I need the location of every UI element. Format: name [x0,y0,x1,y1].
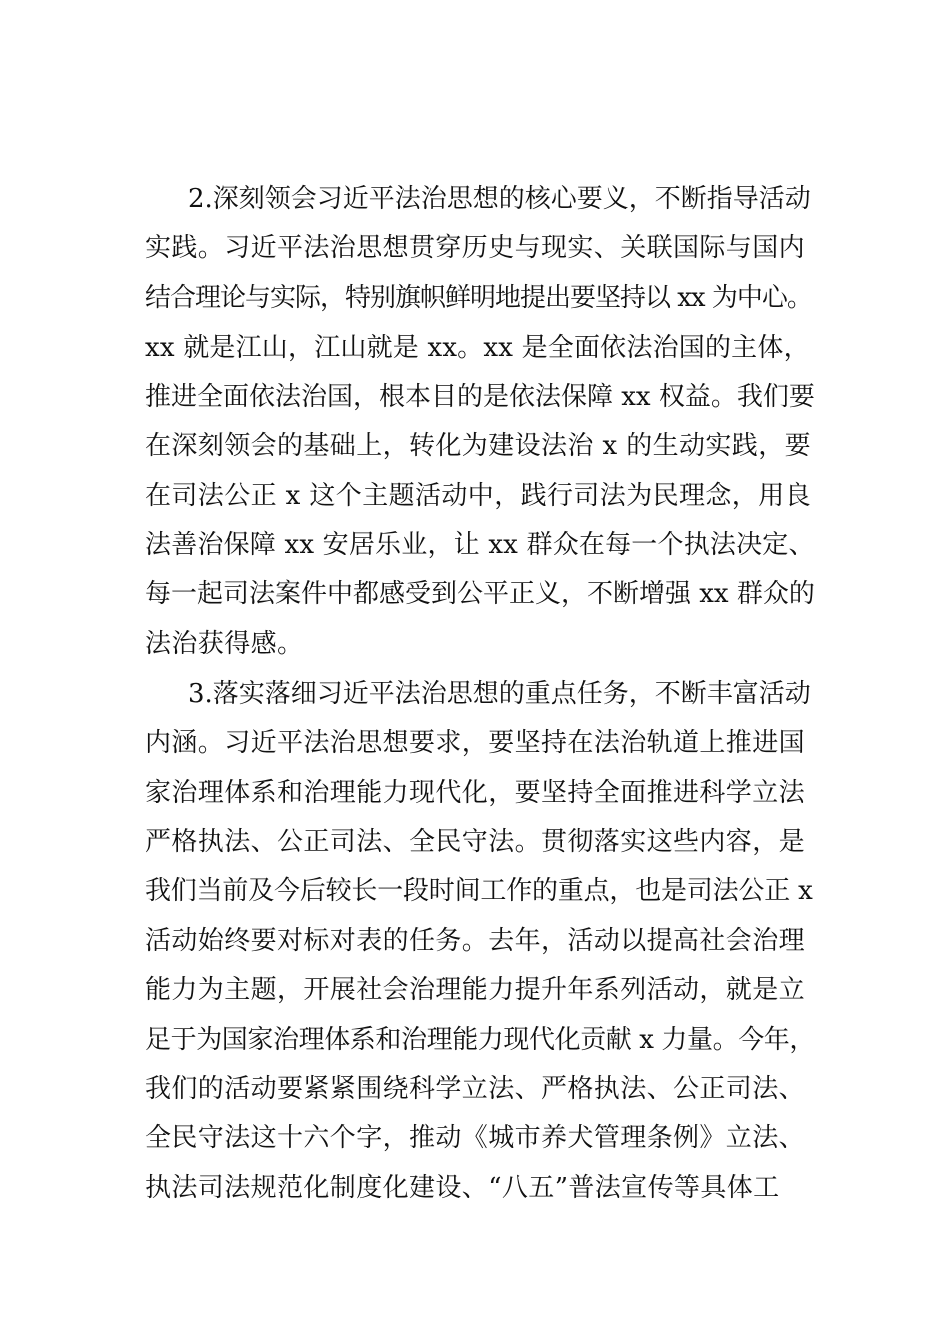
text-line: 我们当前及今后较长一段时间工作的重点，也是司法公正 x [145,876,813,906]
text-line: xx 就是江山，江山就是 xx。xx 是全面依法治国的主体， [145,333,810,363]
text-line: 2.深刻领会习近平法治思想的核心要义，不断指导活动 [188,184,811,214]
text-line: 每一起司法案件中都感受到公平正义，不断增强 xx 群众的 [145,579,815,609]
text-line: 在深刻领会的基础上，转化为建设法治 x 的生动实践，要 [145,431,811,461]
text-line: 我们的活动要紧紧围绕科学立法、严格执法、公正司法、 [145,1074,806,1104]
text-line: 足于为国家治理体系和治理能力现代化贡献 x 力量。今年， [145,1025,815,1055]
text-line: 推进全面依法治国，根本目的是依法保障 xx 权益。我们要 [145,382,815,412]
text-line: 家治理体系和治理能力现代化，要坚持全面推进科学立法 [145,778,806,808]
text-line: 法治获得感。 [145,629,304,659]
text-line: 内涵。习近平法治思想要求，要坚持在法治轨道上推进国 [145,728,806,758]
text-line: 执法司法规范化制度化建设、“八五”普法宣传等具体工 [145,1173,780,1203]
text-line: 实践。习近平法治思想贯穿历史与现实、关联国际与国内 [145,233,806,263]
text-line: 在司法公正 x 这个主题活动中，践行司法为民理念，用良 [145,481,811,511]
text-line: 结合理论与实际，特别旗帜鲜明地提出要坚持以 xx 为中心。 [145,283,812,313]
text-line: 活动始终要对标对表的任务。去年，活动以提高社会治理 [145,926,806,956]
text-line: 严格执法、公正司法、全民守法。贯彻落实这些内容，是 [145,827,806,857]
text-line: 法善治保障 xx 安居乐业，让 xx 群众在每一个执法决定、 [145,530,815,560]
text-line: 能力为主题，开展社会治理能力提升年系列活动，就是立 [145,975,806,1005]
text-line: 3.落实落细习近平法治思想的重点任务，不断丰富活动 [188,679,811,709]
text-line: 全民守法这十六个字，推动《城市养犬管理条例》立法、 [145,1123,806,1153]
